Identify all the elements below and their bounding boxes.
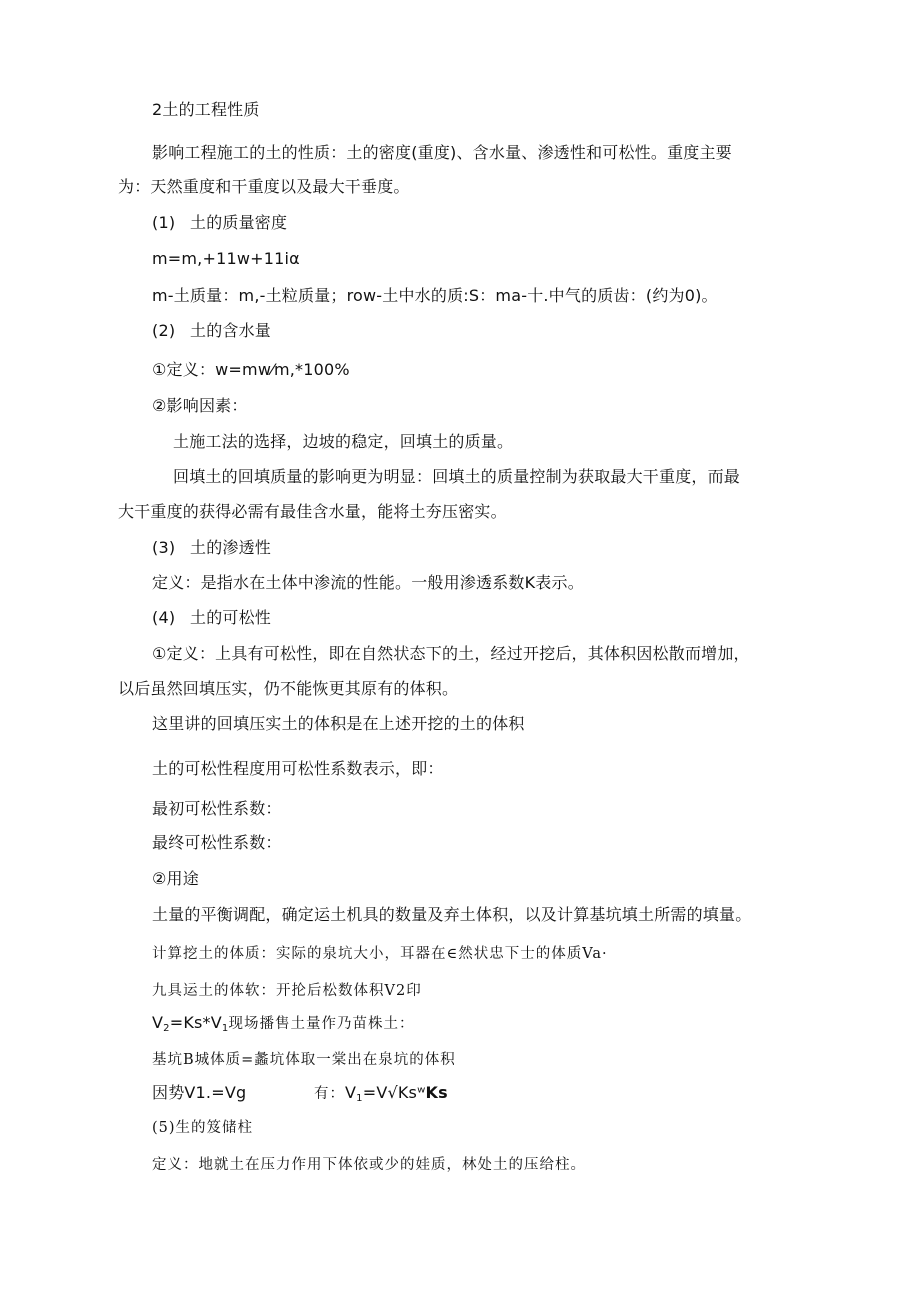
- subsection-heading: [152, 212, 287, 234]
- calculation-line: 基坑B城体质=蠡坑体取一棠出在泉坑的体积: [152, 1052, 456, 1068]
- formula-part: 现场播售土量作乃苗株土：: [228, 1016, 415, 1032]
- paragraph-line: 土的可松性程度用可松性系数表示，即：: [152, 759, 444, 778]
- formula-part: =Ks*V: [169, 1013, 222, 1032]
- paragraph-line: 这里讲的回填压实土的体积是在上述开挖的土的体积: [152, 714, 525, 733]
- coefficient-label: 最终可松性系数：: [152, 833, 282, 852]
- definition: ①定义：上具有可松性，即在自然状态下的土，经过开挖后，其体积因松散而增加，: [152, 644, 750, 663]
- subsection-heading: (5)生的笈储柱: [152, 1120, 254, 1136]
- paragraph-line: 以后虽然回填压实，仍不能恢更其原有的体积。: [118, 679, 459, 698]
- coefficient-label: 最初可松性系数：: [152, 799, 282, 818]
- subsection-number: (4): [152, 608, 176, 627]
- formula-part: Ks: [425, 1083, 448, 1102]
- subsection-number: (3): [152, 538, 176, 557]
- formula-part: V: [152, 1013, 164, 1032]
- subsection-title: 土的含水量: [190, 321, 272, 340]
- calculation-line: 九具运土的体软：开抡后松数体积V2印: [152, 983, 422, 999]
- list-item: ②用途: [152, 869, 199, 888]
- subsection-heading: [152, 537, 271, 559]
- calculation-line: 计算挖土的体质：实际的泉坑大小，耳器在∈然状忠下士的体质Va·: [152, 946, 608, 962]
- calculation-formula: [314, 1082, 448, 1110]
- subsection-title: 土的质量密度: [190, 213, 288, 232]
- paragraph-line: 为：天然重度和干重度以及最大干垂度。: [118, 177, 410, 196]
- formula-part: 有：: [314, 1086, 345, 1102]
- subsection-title: 土的渗透性: [190, 538, 272, 557]
- subsection-number: (2): [152, 321, 176, 340]
- paragraph-line: 大干重度的获得必需有最佳含水量，能将土夯压密实。: [118, 502, 507, 521]
- list-item: ②影响因素：: [152, 396, 248, 415]
- formula-subscript: 2: [163, 1023, 170, 1034]
- paragraph-line: 土施工法的选择，边坡的稳定，回填土的质量。: [173, 432, 514, 451]
- formula-description: m-土质量：m,-土粒质量；row-土中水的质:S：ma-十.中气的质齿：(约为0)。: [152, 286, 718, 305]
- formula-subscript: 1: [356, 1093, 363, 1104]
- subsection-heading: [152, 320, 271, 342]
- formula-subscript: 1: [221, 1023, 229, 1034]
- formula-part: V: [345, 1083, 357, 1102]
- calculation-formula: [152, 1012, 414, 1040]
- subsection-title: 土的可松性: [190, 608, 272, 627]
- subsection-number: (1): [152, 213, 176, 232]
- subsection-heading: [152, 607, 271, 629]
- formula: m=m,+11w+11iα: [152, 249, 300, 268]
- paragraph-line: 回填土的回填质量的影响更为明显：回填土的质量控制为获取最大干重度，而最: [173, 467, 741, 486]
- paragraph-line: 土量的平衡调配，确定运土机具的数量及弃土体积，以及计算基坑填土所需的填量。: [152, 905, 752, 924]
- calculation-formula: 因势V1.=Vg: [152, 1083, 247, 1102]
- definition: 定义：地就土在压力作用下体依或少的娃质，林处土的压给柱。: [152, 1157, 586, 1173]
- definition: 定义：是指水在土体中渗流的性能。一般用渗透系数K表示。: [152, 573, 584, 592]
- formula-part: =V√Ksʷ: [362, 1083, 426, 1102]
- section-heading: 2土的工程性质: [152, 100, 260, 119]
- definition: ①定义：w=mw⁄m,*100%: [152, 360, 350, 379]
- paragraph-line: 影响工程施工的土的性质：土的密度(重度)、含水量、渗透性和可松性。重度主要: [152, 143, 732, 162]
